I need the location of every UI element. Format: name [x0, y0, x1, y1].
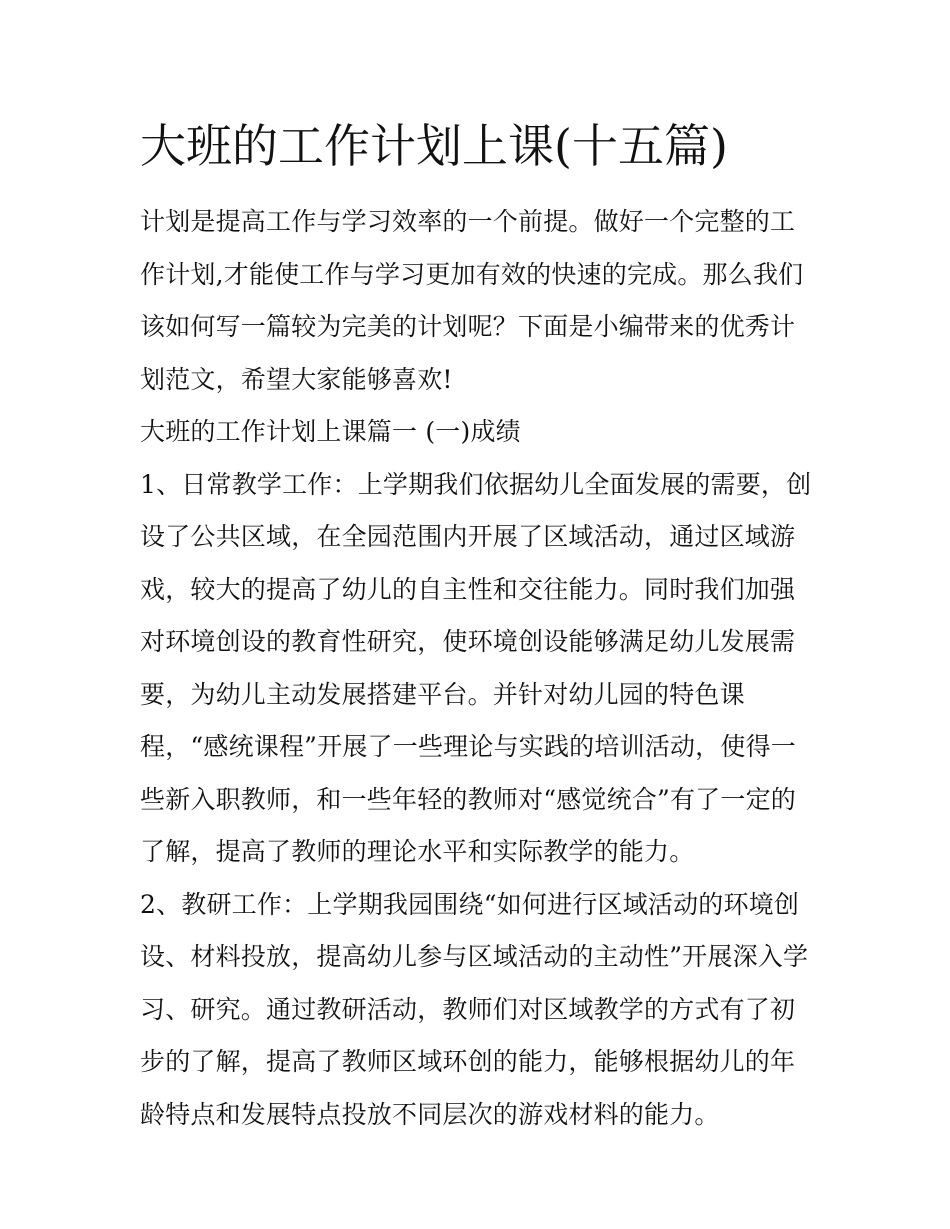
intro-paragraph: 计划是提高工作与学习效率的一个前提。做好一个完整的工作计划,才能使工作与学习更加有效的快速的完成。那么我们该如何写一篇较为完美的计划呢？下面是小编带来的优秀计划范文，希望大家能够喜欢!	[140, 207, 804, 394]
document-title: 大班的工作计划上课(十五篇)	[140, 119, 728, 173]
research-work-paragraph: 2、教研工作：上学期我园围绕“如何进行区域活动的环境创设、材料投放，提高幼儿参与区域活动的主动性”开展深入学习、研究。通过教研活动，教师们对区域教学的方式有了初步的了解，提高了教师区域环创的能力，能够根据幼儿的年龄特点和发展特点投放不同层次的游戏材料的能力。	[140, 889, 809, 1129]
document-body	[140, 196, 820, 1141]
teaching-work-paragraph: 1、日常教学工作：上学期我们依据幼儿全面发展的需要，创设了公共区域，在全园范围内开展了区域活动，通过区域游戏，较大的提高了幼儿的自主性和交往能力。同时我们加强对环境创设的教育性研究，使环境创设能够满足幼儿发展需要，为幼儿主动发展搭建平台。并针对幼儿园的特色课程，“感统课程”开展了一些理论与实践的培训活动，使得一些新入职教师，和一些年轻的教师对“感觉统合”有了一定的了解，提高了教师的理论水平和实际教学的能力。	[140, 469, 812, 866]
section-heading: 大班的工作计划上课篇一 (一)成绩	[140, 417, 521, 446]
